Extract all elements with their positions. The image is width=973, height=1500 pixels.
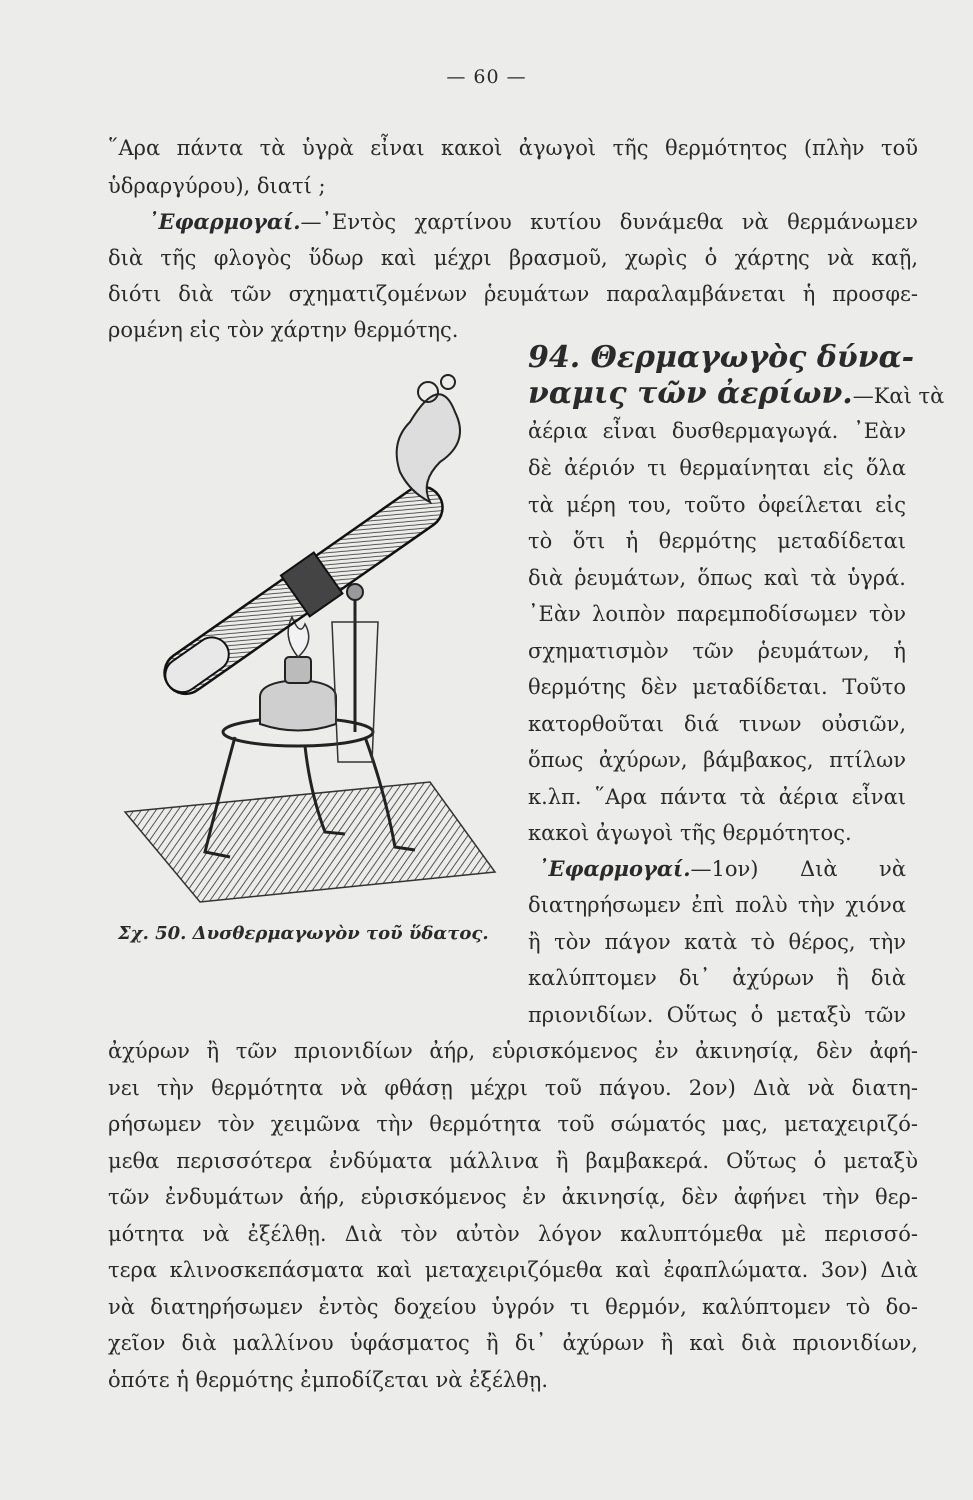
figure-test-tube-illustration — [110, 352, 520, 912]
text-line: σχηματισμὸν τῶν ῥευμάτων, ἡ — [528, 639, 906, 663]
text-line: κ.λπ. ῞Αρα πάντα τὰ ἀέρια εἶναι — [528, 785, 906, 809]
text-line: ἀχύρων ἢ τῶν πριονιδίων ἀήρ, εὑρισκόμενος ἐν ἀκινησίᾳ, δὲν ἀφή- — [108, 1039, 918, 1063]
section-heading-line2 — [528, 376, 945, 414]
text-line: χεῖον διὰ μαλλίνου ὑφάσματος ἢ δι᾿ ἀχύρων ἢ καὶ διὰ πριονιδίων, — [108, 1331, 918, 1355]
text-line: μότητα νὰ ἐξέλθῃ. Διὰ τὸν αὐτὸν λόγον καλυπτόμεθα μὲ περισσό- — [108, 1222, 918, 1246]
text-span: —᾿Εντὸς χαρτίνου κυτίου δυνάμεθα νὰ θερμάνωμεν — [300, 210, 918, 234]
text-line — [108, 205, 918, 239]
table-surface — [125, 782, 495, 902]
text-line: ὑδραργύρου), διατί ; — [108, 174, 326, 198]
text-span: —1ον) Διὰ νὰ — [690, 857, 906, 881]
text-line: ἀέρια εἶναι δυσθερμαγωγά. ᾿Εὰν — [528, 419, 906, 443]
text-line: πριονιδίων. Οὕτως ὁ μεταξὺ τῶν — [528, 1003, 906, 1027]
test-tube-drawing — [110, 352, 520, 912]
applications-label: ᾿Εφαρμογαί. — [538, 856, 691, 881]
text-line: τῶν ἐνδυμάτων ἀήρ, εὑρισκόμενος ἐν ἀκινησίᾳ, δὲν ἀφήνει τὴν θερ- — [108, 1185, 918, 1209]
text-line: μεθα περισσότερα ἐνδύματα μάλλινα ἢ βαμβακερά. Οὕτως ὁ μεταξὺ — [108, 1149, 918, 1173]
section-heading: 94. Θερμαγωγὸς δύνα- — [528, 340, 915, 375]
text-line: ὅπως ἀχύρων, βάμβακος, πτίλων — [528, 748, 906, 772]
text-line: δὲ ἀέριόν τι θερμαίνηται εἰς ὅλα — [528, 456, 906, 480]
text-line: ρομένη εἰς τὸν χάρτην θερμότης. — [108, 318, 459, 342]
text-line: διατηρήσωμεν ἐπὶ πολὺ τὴν χιόνα — [528, 893, 906, 917]
text-line: διὰ τῆς φλογὸς ὕδωρ καὶ μέχρι βρασμοῦ, χωρὶς ὁ χάρτης νὰ καῇ, — [108, 246, 918, 270]
text-line: ὁπότε ἡ θερμότης ἐμποδίζεται νὰ ἐξέλθῃ. — [108, 1368, 549, 1392]
text-line: νει τὴν θερμότητα νὰ φθάσῃ μέχρι τοῦ πάγου. 2ον) Διὰ νὰ διατη- — [108, 1076, 918, 1100]
spirit-lamp — [260, 680, 336, 731]
page-number: — 60 — — [446, 66, 527, 88]
text-line — [528, 852, 906, 886]
text-line: νὰ διατηρήσωμεν ἐντὸς δοχείου ὑγρόν τι θερμόν, καλύπτομεν τὸ δο- — [108, 1295, 918, 1319]
text-line: τὰ μέρη του, τοῦτο ὀφείλεται εἰς — [528, 493, 906, 517]
lamp-wick-holder — [285, 657, 311, 683]
text-line: διότι διὰ τῶν σχηματιζομένων ῥευμάτων παραλαμβάνεται ἡ προσφε- — [108, 282, 918, 306]
clamp-screw — [347, 584, 363, 600]
text-line: κακοὶ ἀγωγοὶ τῆς θερμότητος. — [528, 821, 852, 845]
text-line: ᾿Εὰν λοιπὸν παρεμποδίσωμεν τὸν — [528, 602, 906, 626]
text-line: ρήσωμεν τὸν χειμῶνα τὴν θερμότητα τοῦ σώματός μας, μεταχειριζό- — [108, 1112, 918, 1136]
applications-label: ᾿Εφαρμογαί. — [148, 209, 301, 234]
text-line: ἢ τὸν πάγον κατὰ τὸ θέρος, τὴν — [528, 930, 906, 954]
text-line: κατορθοῦται διά τινων οὐσιῶν, — [528, 712, 906, 736]
steam — [397, 394, 460, 502]
text-line: τερα κλινοσκεπάσματα καὶ μεταχειριζόμεθα καὶ ἐφαπλώματα. 3ον) Διὰ — [108, 1258, 918, 1282]
steam-bubble — [441, 375, 455, 389]
text-line: ῞Αρα πάντα τὰ ὑγρὰ εἶναι κακοὶ ἀγωγοὶ τῆς θερμότητος (πλὴν τοῦ — [108, 136, 918, 160]
text-line: θερμότης δὲν μεταδίδεται. Τοῦτο — [528, 675, 906, 699]
heading-text: ναμις τῶν ἀερίων. — [528, 376, 853, 411]
text-line: τὸ ὅτι ἡ θερμότης μεταδίδεται — [528, 529, 906, 553]
text-line: διὰ ῥευμάτων, ὅπως καὶ τὰ ὑγρά. — [528, 566, 906, 590]
text-line: καλύπτομεν δι᾿ ἀχύρων ἢ διὰ — [528, 966, 906, 990]
figure-caption: Σχ. 50. Δυσθερμαγωγὸν τοῦ ὕδατος. — [118, 923, 489, 944]
heading-tail: —Καὶ τὰ — [852, 384, 945, 408]
